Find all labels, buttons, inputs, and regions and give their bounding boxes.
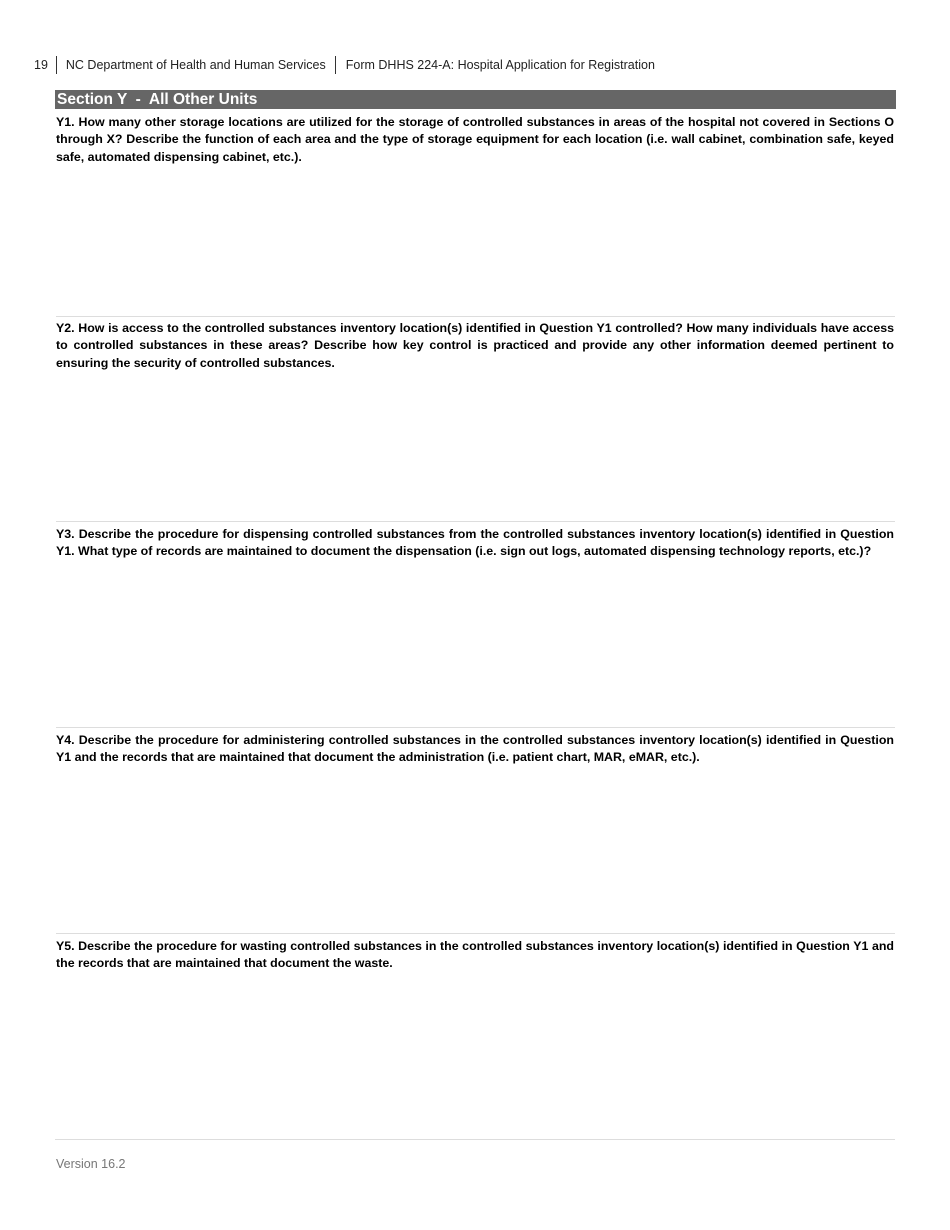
question-y2: Y2. How is access to the controlled substances inventory location(s) identified in Question Y1 controlled? How many individuals have access to controlled substances in these areas? Describe how key control is practiced and provide any other information deemed pertinent to ensuring the security of controlled substances. [56,321,894,370]
question-y4: Y4. Describe the procedure for administering controlled substances in the controlled substances inventory location(s) identified in Question Y1 and the records that are maintained that document the administration (i.e. patient chart, MAR, eMAR, etc.). [56,733,894,765]
question-divider [56,933,895,934]
version-label: Version 16.2 [56,1157,126,1171]
answer-field-y1[interactable] [56,170,894,310]
question-y1: Y1. How many other storage locations are utilized for the storage of controlled substances in areas of the hospital not covered in Sections O through X? Describe the function of each area and the type of storage equipment for each location (i.e. wall cabinet, combination safe, keyed safe, automated dispensing cabinet, etc.). [56,115,894,164]
answer-field-y2[interactable] [56,376,894,516]
answer-field-y5[interactable] [56,978,894,1133]
form-name: Form DHHS 224-A: Hospital Application for Registration [345,58,655,72]
question-divider [56,316,895,317]
page-header [34,56,655,74]
page-number: 19 [34,58,48,72]
section-title: Section Y - All Other Units [55,90,896,109]
question-divider [56,727,895,728]
department-name: NC Department of Health and Human Services [65,58,326,72]
question-divider [56,521,895,522]
answer-field-y4[interactable] [56,772,894,927]
answer-field-y3[interactable] [56,566,894,721]
question-y5: Y5. Describe the procedure for wasting controlled substances in the controlled substances inventory location(s) identified in Question Y1 and the records that are maintained that document the waste. [56,939,894,971]
footer-divider [55,1139,895,1140]
question-y3: Y3. Describe the procedure for dispensing controlled substances from the controlled substances inventory location(s) identified in Question Y1. What type of records are maintained to document the dispensation (i.e. sign out logs, automated dispensing technology reports, etc.)? [56,527,894,559]
